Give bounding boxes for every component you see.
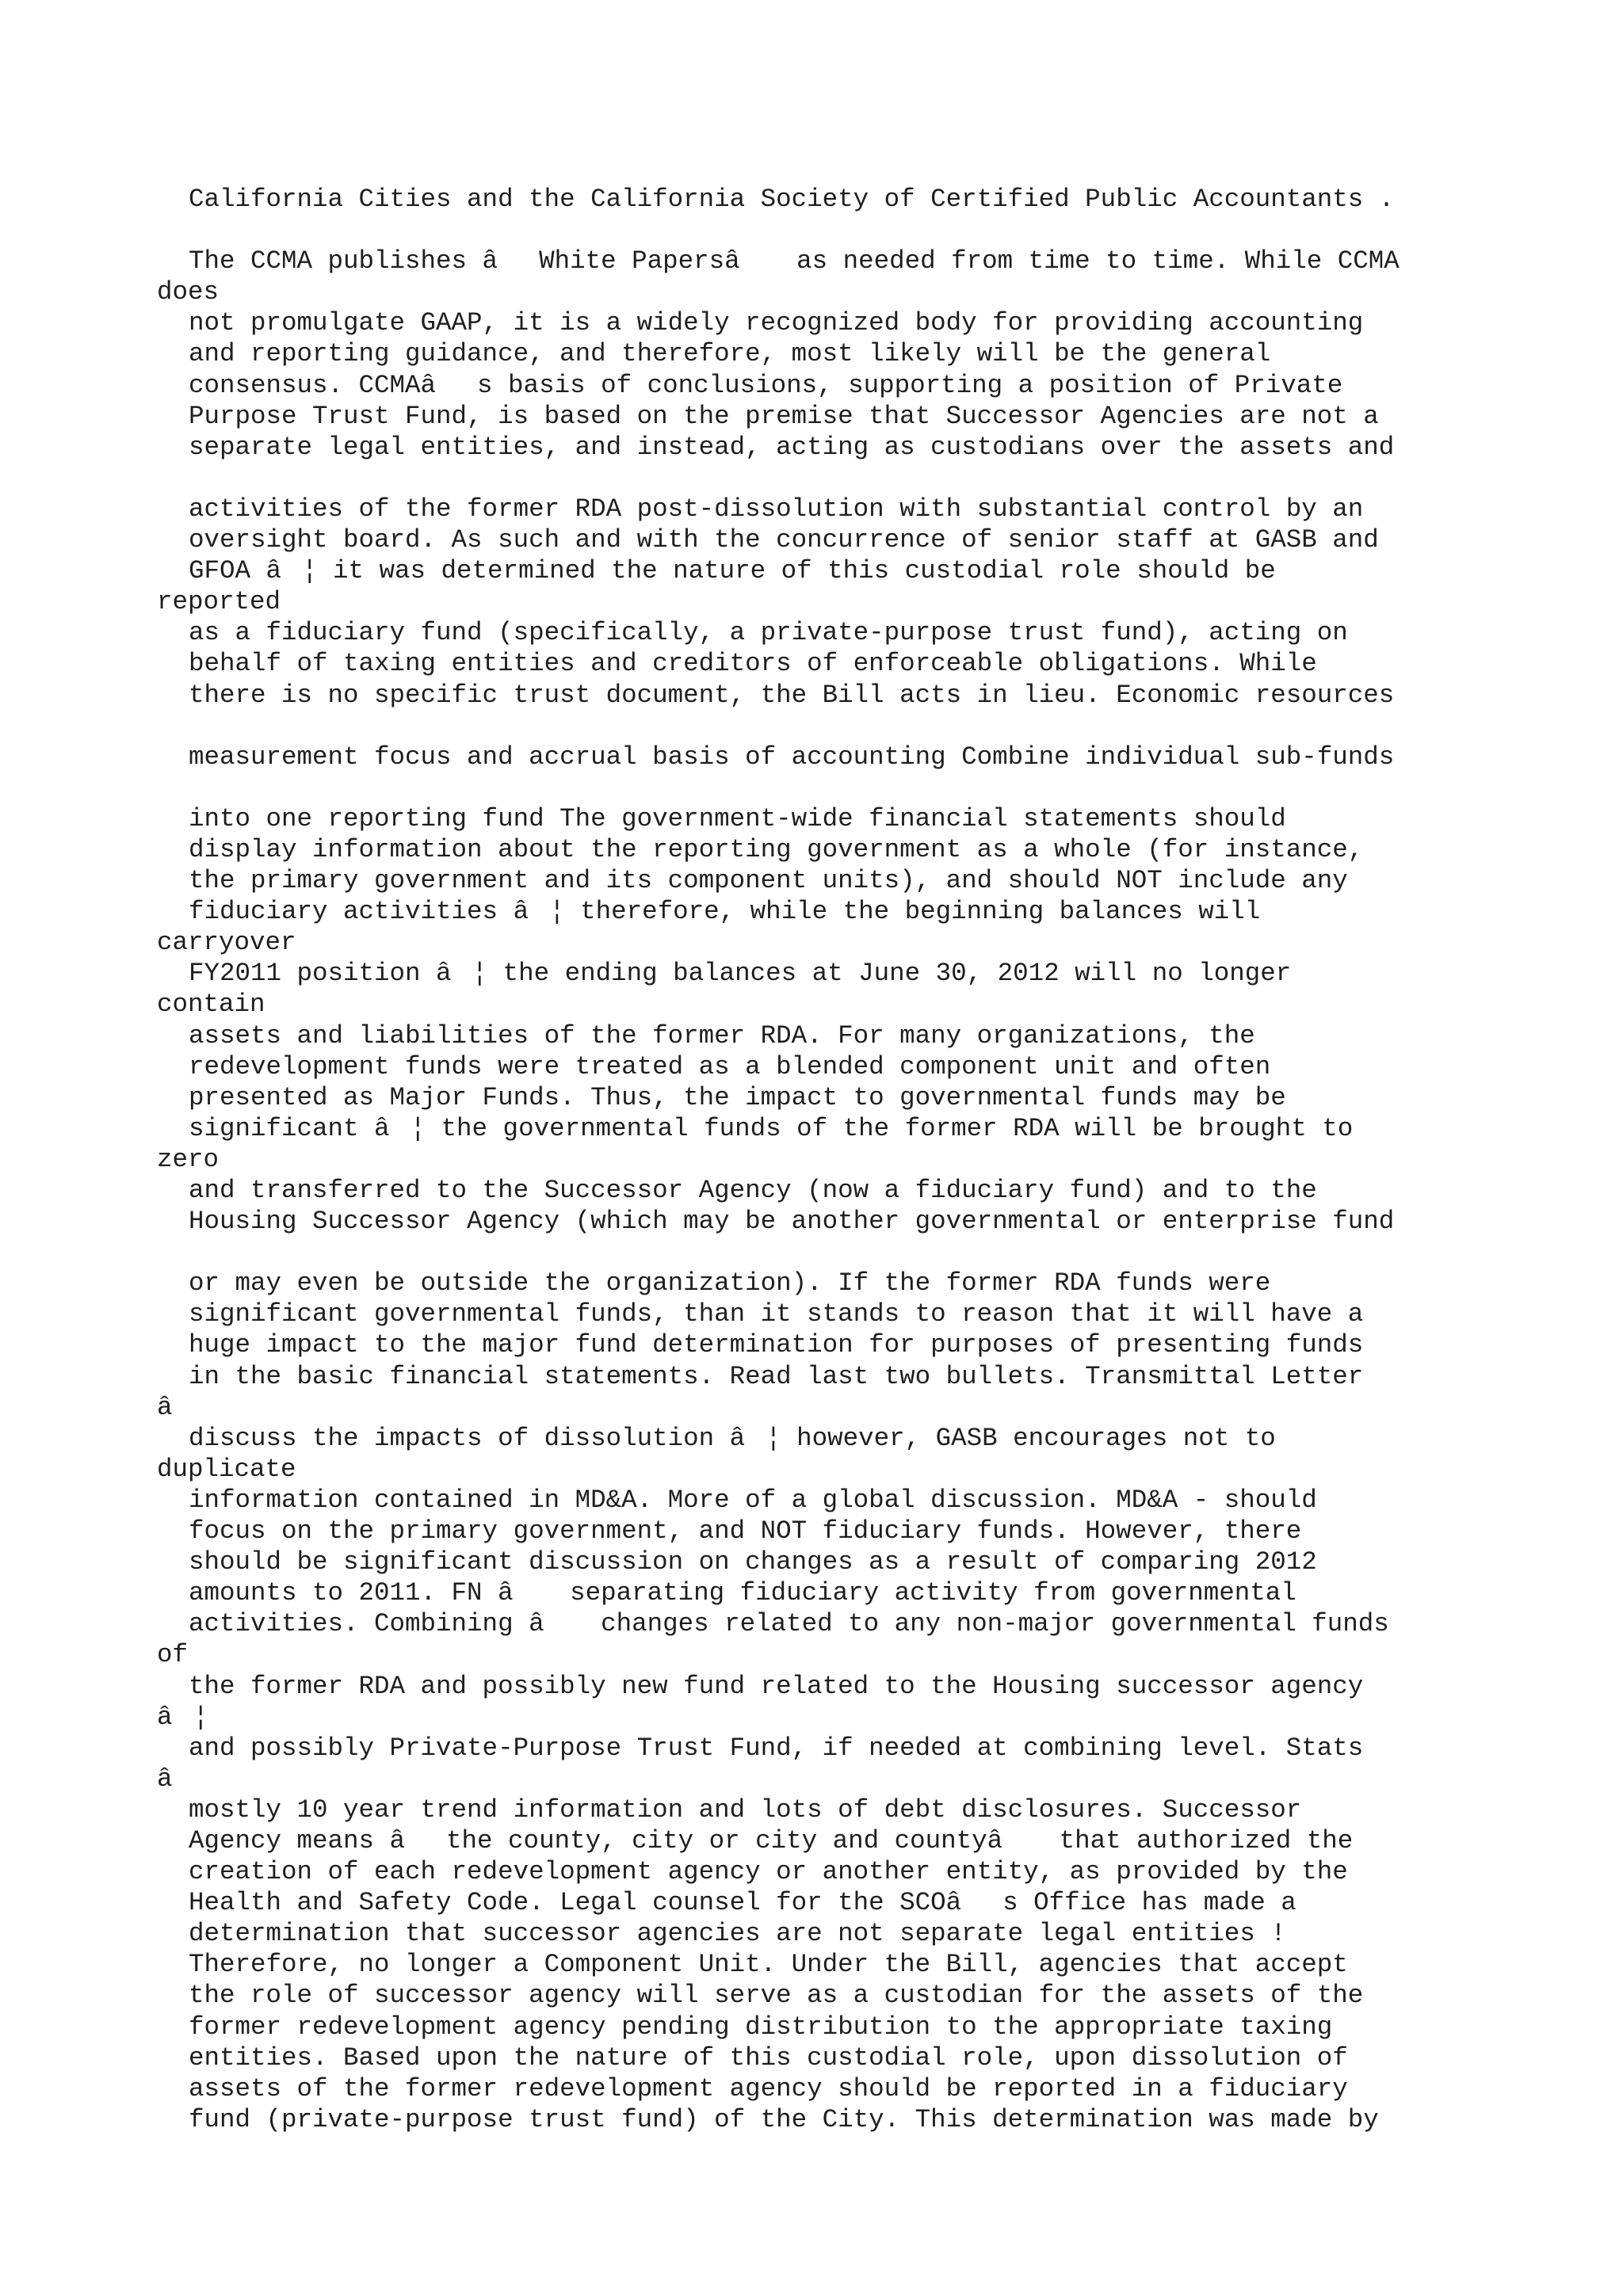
text-line: zero xyxy=(157,1144,220,1174)
text-line: the primary government and its component units), and should NOT include any xyxy=(189,866,1348,896)
text-line: does xyxy=(157,277,220,307)
text-line: activities. Combining â changes related to any non-major governmental funds xyxy=(189,1609,1389,1639)
text-line: amounts to 2011. FN â separating fiduciary activity from governmental xyxy=(189,1578,1296,1608)
text-line: entities. Based upon the nature of this custodial role, upon dissolution of xyxy=(189,2042,1348,2073)
document-body xyxy=(157,184,1583,2135)
text-line: mostly 10 year trend information and lots of debt disclosures. Successor xyxy=(189,1794,1302,1825)
text-line: or may even be outside the organization). If the former RDA funds were xyxy=(189,1268,1271,1299)
text-line: creation of each redevelopment agency or another entity, as provided by the xyxy=(189,1857,1348,1887)
text-line: Purpose Trust Fund, is based on the premise that Successor Agencies are not a xyxy=(189,401,1379,431)
text-line: reported xyxy=(157,587,281,617)
text-line: oversight board. As such and with the concurrence of senior staff at GASB and xyxy=(189,525,1379,555)
text-line: as a fiduciary fund (specifically, a private-purpose trust fund), acting on xyxy=(189,618,1348,648)
text-line: into one reporting fund The government-wide financial statements should xyxy=(189,803,1286,833)
text-line: assets of the former redevelopment agency should be reported in a fiduciary xyxy=(189,2073,1348,2103)
text-line: activities of the former RDA post-dissolution with substantial control by an xyxy=(189,494,1364,524)
text-line: fiduciary activities â¦ therefore, while the beginning balances will xyxy=(189,897,1261,927)
text-line: contain xyxy=(157,990,265,1020)
blank-line xyxy=(157,772,1583,803)
text-line: Agency means âthe county, city or city and countyâ that authorized the xyxy=(189,1825,1354,1855)
text-line: Therefore, no longer a Component Unit. Under the Bill, agencies that accept xyxy=(189,1950,1348,1980)
text-line: â xyxy=(157,1764,214,1794)
text-line: assets and liabilities of the former RDA. For many organizations, the xyxy=(189,1020,1255,1051)
text-line: presented as Major Funds. Thus, the impact to governmental funds may be xyxy=(189,1082,1286,1112)
text-line: fund (private-purpose trust fund) of the City. This determination was made by xyxy=(189,2104,1379,2134)
text-line: and possibly Private-Purpose Trust Fund, if needed at combining level. Stats xyxy=(189,1733,1364,1763)
blank-line xyxy=(157,215,1583,246)
text-line: Health and Safety Code. Legal counsel for the SCOâs Office has made a xyxy=(189,1888,1296,1918)
text-line: the role of successor agency will serve as a custodian for the assets of the xyxy=(189,1981,1364,2011)
text-line: behalf of taxing entities and creditors of enforceable obligations. While xyxy=(189,649,1317,679)
text-line: determination that successor agencies are not separate legal entities ! xyxy=(189,1919,1286,1949)
text-line: in the basic financial statements. Read last two bullets. Transmittal Letter xyxy=(189,1361,1364,1391)
blank-line xyxy=(157,463,1583,494)
text-line: discuss the impacts of dissolution â¦ however, GASB encourages not to xyxy=(189,1423,1276,1453)
text-line: California Cities and the California Society of Certified Public Accountants . xyxy=(189,185,1395,214)
text-line: significant governmental funds, than it stands to reason that it will have a xyxy=(189,1299,1364,1329)
blank-line xyxy=(157,711,1583,742)
text-line: information contained in MD&A. More of a global discussion. MD&A - should xyxy=(189,1485,1317,1515)
text-line: measurement focus and accrual basis of accounting Combine individual sub-funds xyxy=(189,742,1395,772)
text-line: should be significant discussion on changes as a result of comparing 2012 xyxy=(189,1547,1317,1577)
text-line: carryover xyxy=(157,928,296,958)
text-line: GFOA â¦ it was determined the nature of this custodial role should be xyxy=(189,556,1276,586)
text-line: The CCMA publishes âWhite Papersâ as needed from time to time. While CCMA xyxy=(189,246,1400,277)
text-line: huge impact to the major fund determination for purposes of presenting funds xyxy=(189,1330,1364,1360)
text-line: there is no specific trust document, the Bill acts in lieu. Economic resources xyxy=(189,680,1395,710)
text-line: of xyxy=(157,1640,189,1670)
text-line: focus on the primary government, and NOT fiduciary funds. However, there xyxy=(189,1516,1302,1547)
text-line: and transferred to the Successor Agency (now a fiduciary fund) and to the xyxy=(189,1176,1317,1205)
text-line: FY2011 position â¦ the ending balances at June 30, 2012 will no longer xyxy=(189,959,1292,989)
text-line: and reporting guidance, and therefore, most likely will be the general xyxy=(189,339,1271,369)
text-line: redevelopment funds were treated as a blended component unit and often xyxy=(189,1051,1271,1081)
blank-line xyxy=(157,1237,1583,1268)
text-line: â¦ xyxy=(157,1702,209,1732)
text-line: the former RDA and possibly new fund related to the Housing successor agency xyxy=(189,1671,1364,1701)
text-line: display information about the reporting government as a whole (for instance, xyxy=(189,834,1364,864)
text-line: not promulgate GAAP, it is a widely recognized body for providing accounting xyxy=(189,308,1364,338)
text-line: separate legal entities, and instead, acting as custodians over the assets and xyxy=(189,432,1395,462)
text-line: significant â¦ the governmental funds of the former RDA will be brought to xyxy=(189,1113,1354,1143)
text-line: Housing Successor Agency (which may be another governmental or enterprise fund xyxy=(189,1207,1395,1237)
text-line: consensus. CCMAâs basis of conclusions, supporting a position of Private xyxy=(189,370,1343,400)
text-line: former redevelopment agency pending distribution to the appropriate taxing xyxy=(189,2012,1333,2042)
text-line: duplicate xyxy=(157,1454,296,1484)
text-line: â xyxy=(157,1392,214,1422)
